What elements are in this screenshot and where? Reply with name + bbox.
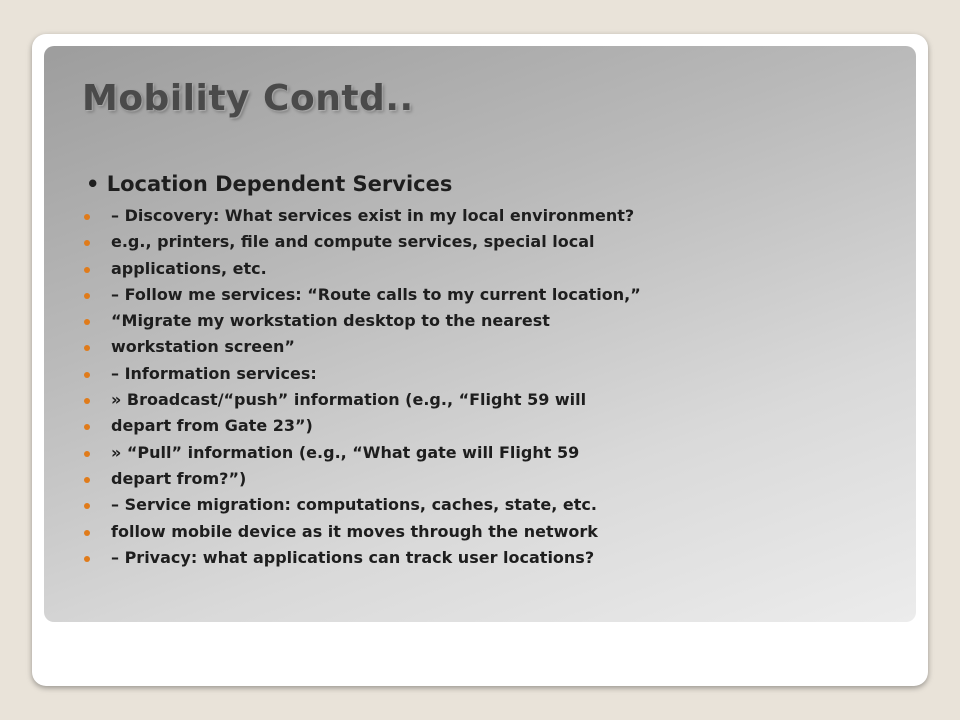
bullet-dot-icon (84, 319, 90, 325)
bullet-item (84, 334, 641, 360)
bullet-text: – Information services: (111, 363, 317, 383)
bullet-item (84, 361, 641, 387)
bullet-dot-icon (84, 530, 90, 536)
bullet-dot-icon (84, 214, 90, 220)
bullet-dot-icon (84, 372, 90, 378)
bullet-text: – Service migration: computations, caches, state, etc. (111, 495, 597, 515)
bullet-dot-icon (84, 424, 90, 430)
bullet-item (84, 308, 641, 334)
bullet-dot-icon (84, 293, 90, 299)
bullet-dot-icon (84, 267, 90, 273)
bullet-dot-icon (84, 240, 90, 246)
bullet-text: – Discovery: What services exist in my local environment? (111, 206, 635, 225)
bullet-text: “Migrate my workstation desktop to the nearest (111, 311, 550, 331)
bullet-text: applications, etc. (111, 258, 267, 278)
bullet-item (84, 492, 641, 518)
bullet-dot-icon (84, 345, 90, 351)
bullet-text: workstation screen” (111, 337, 295, 357)
section-heading: • Location Dependent Services (86, 172, 453, 196)
bullet-dot-icon (84, 451, 90, 457)
bullet-item (84, 545, 641, 571)
content-panel (44, 46, 916, 622)
bullet-text: – Follow me services: “Route calls to my current location,” (111, 284, 641, 304)
bullet-text: depart from Gate 23”) (111, 416, 313, 436)
bullet-text: » Broadcast/“push” information (e.g., “Flight 59 will (111, 390, 587, 410)
bullet-item (84, 203, 641, 229)
bullet-item (84, 229, 641, 255)
bullet-dot-icon (84, 398, 90, 404)
bullet-text: » “Pull” information (e.g., “What gate will Flight 59 (111, 442, 580, 462)
bullet-item (84, 440, 641, 466)
slide-title: Mobility Contd.. (82, 78, 414, 119)
bullet-dot-icon (84, 503, 90, 509)
bullet-text: depart from?”) (111, 468, 247, 488)
bullet-text: e.g., printers, file and compute services, special local (111, 232, 595, 252)
bullet-item (84, 413, 641, 439)
slide-frame (32, 34, 928, 686)
bullet-list (84, 203, 641, 571)
bullet-dot-icon (84, 477, 90, 483)
bullet-item (84, 466, 641, 492)
bullet-text: – Privacy: what applications can track user locations? (111, 547, 595, 567)
bullet-item (84, 256, 641, 282)
bullet-item (84, 282, 641, 308)
bullet-item (84, 387, 641, 413)
bullet-text: follow mobile device as it moves through the network (111, 521, 598, 541)
bullet-item (84, 519, 641, 545)
bullet-dot-icon (84, 556, 90, 562)
